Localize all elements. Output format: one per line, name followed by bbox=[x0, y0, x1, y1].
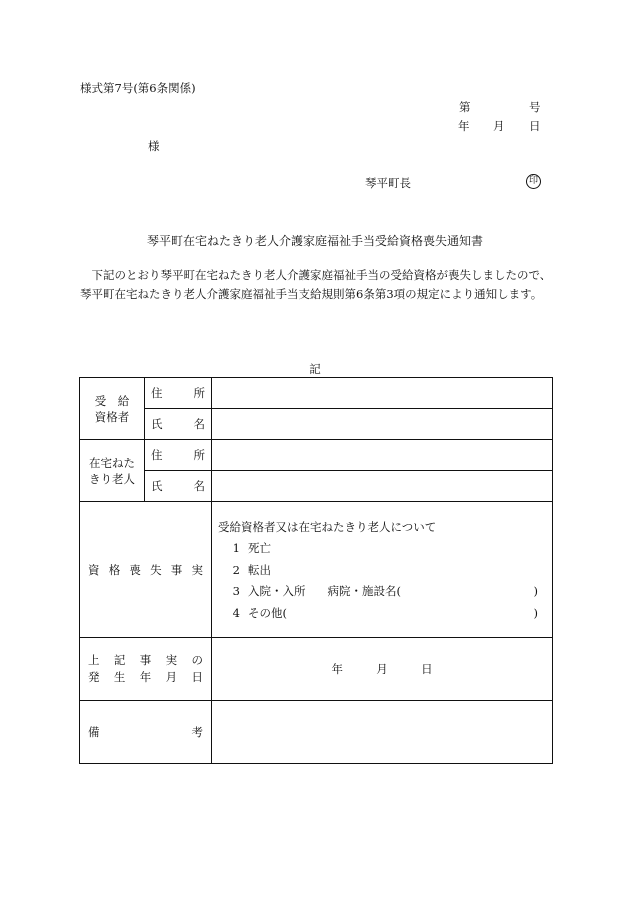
occurrence-day-label: 日 bbox=[421, 662, 433, 676]
loss-fact-detail[interactable] bbox=[212, 502, 553, 638]
option-label: 入院・入所 bbox=[248, 584, 306, 599]
option-hospitalization[interactable] bbox=[218, 581, 546, 603]
occurrence-month-label: 月 bbox=[376, 662, 388, 676]
remarks-label-char-1: 備 bbox=[88, 725, 100, 739]
seal-icon: 印 bbox=[526, 174, 541, 189]
bedridden-name-field[interactable] bbox=[212, 471, 553, 502]
remarks-label bbox=[80, 701, 212, 764]
option-label: 転出 bbox=[248, 562, 271, 577]
recipient-name-label: 氏 名 bbox=[145, 409, 212, 440]
bedridden-address-label: 住 所 bbox=[145, 440, 212, 471]
option-label: 死亡 bbox=[248, 541, 271, 556]
bedridden-section-label bbox=[80, 440, 145, 502]
notice-body: 下記のとおり琴平町在宅ねたきり老人介護家庭福祉手当の受給資格が喪失しましたので、琴平町在宅ねたきり老人介護家庭福祉手当支給規則第6条第3項の規定により通知します。 bbox=[80, 268, 552, 301]
loss-fact-label-text: 資格喪失事実 bbox=[88, 562, 203, 577]
option-death[interactable] bbox=[218, 538, 546, 560]
bedridden-label-line-1: 在宅ねた bbox=[89, 455, 135, 470]
occurrence-label-line-1: 上記事実の bbox=[88, 653, 203, 667]
option-number: 4 bbox=[232, 605, 240, 620]
ki-heading: 記 bbox=[309, 362, 321, 376]
recipient-section-label bbox=[80, 378, 145, 440]
facility-name-label: 病院・施設名( bbox=[327, 584, 401, 599]
date-month-label: 月 bbox=[493, 119, 505, 133]
recipient-name-field[interactable] bbox=[212, 409, 553, 440]
option-number: 3 bbox=[232, 584, 240, 599]
recipient-label-line-2: 資格者 bbox=[94, 409, 130, 424]
recipient-address-label: 住 所 bbox=[145, 378, 212, 409]
occurrence-year-label: 年 bbox=[331, 662, 343, 676]
document-number-prefix: 第 bbox=[459, 100, 471, 114]
closing-paren: ) bbox=[533, 605, 538, 620]
option-other[interactable] bbox=[218, 602, 546, 624]
remarks-field[interactable] bbox=[212, 701, 553, 764]
option-number: 2 bbox=[232, 562, 240, 577]
option-move-out[interactable] bbox=[218, 559, 546, 581]
recipient-label-line-1: 受 給 bbox=[94, 393, 130, 408]
closing-paren: ) bbox=[533, 584, 538, 599]
occurrence-label-line-2: 発生年月日 bbox=[88, 670, 203, 684]
occurrence-date-label bbox=[80, 638, 212, 701]
notice-form-table bbox=[79, 377, 553, 764]
option-label: その他( bbox=[248, 605, 287, 620]
loss-fact-intro: 受給資格者又は在宅ねたきり老人について bbox=[218, 519, 437, 534]
bedridden-address-field[interactable] bbox=[212, 440, 553, 471]
form-number: 様式第7号(第6条関係) bbox=[80, 81, 196, 95]
addressee-honorific: 様 bbox=[148, 139, 160, 153]
issuer-name: 琴平町長 bbox=[365, 176, 411, 190]
document-title: 琴平町在宅ねたきり老人介護家庭福祉手当受給資格喪失通知書 bbox=[146, 234, 483, 248]
remarks-label-char-2: 考 bbox=[191, 725, 203, 739]
document-number-suffix: 号 bbox=[529, 100, 541, 114]
option-number: 1 bbox=[232, 541, 240, 556]
bedridden-name-label: 氏 名 bbox=[145, 471, 212, 502]
recipient-address-field[interactable] bbox=[212, 378, 553, 409]
date-day-label: 日 bbox=[529, 119, 541, 133]
bedridden-label-line-2: きり老人 bbox=[89, 471, 135, 486]
loss-fact-label bbox=[80, 502, 212, 638]
occurrence-date-field[interactable] bbox=[212, 638, 553, 701]
date-year-label: 年 bbox=[458, 119, 470, 133]
